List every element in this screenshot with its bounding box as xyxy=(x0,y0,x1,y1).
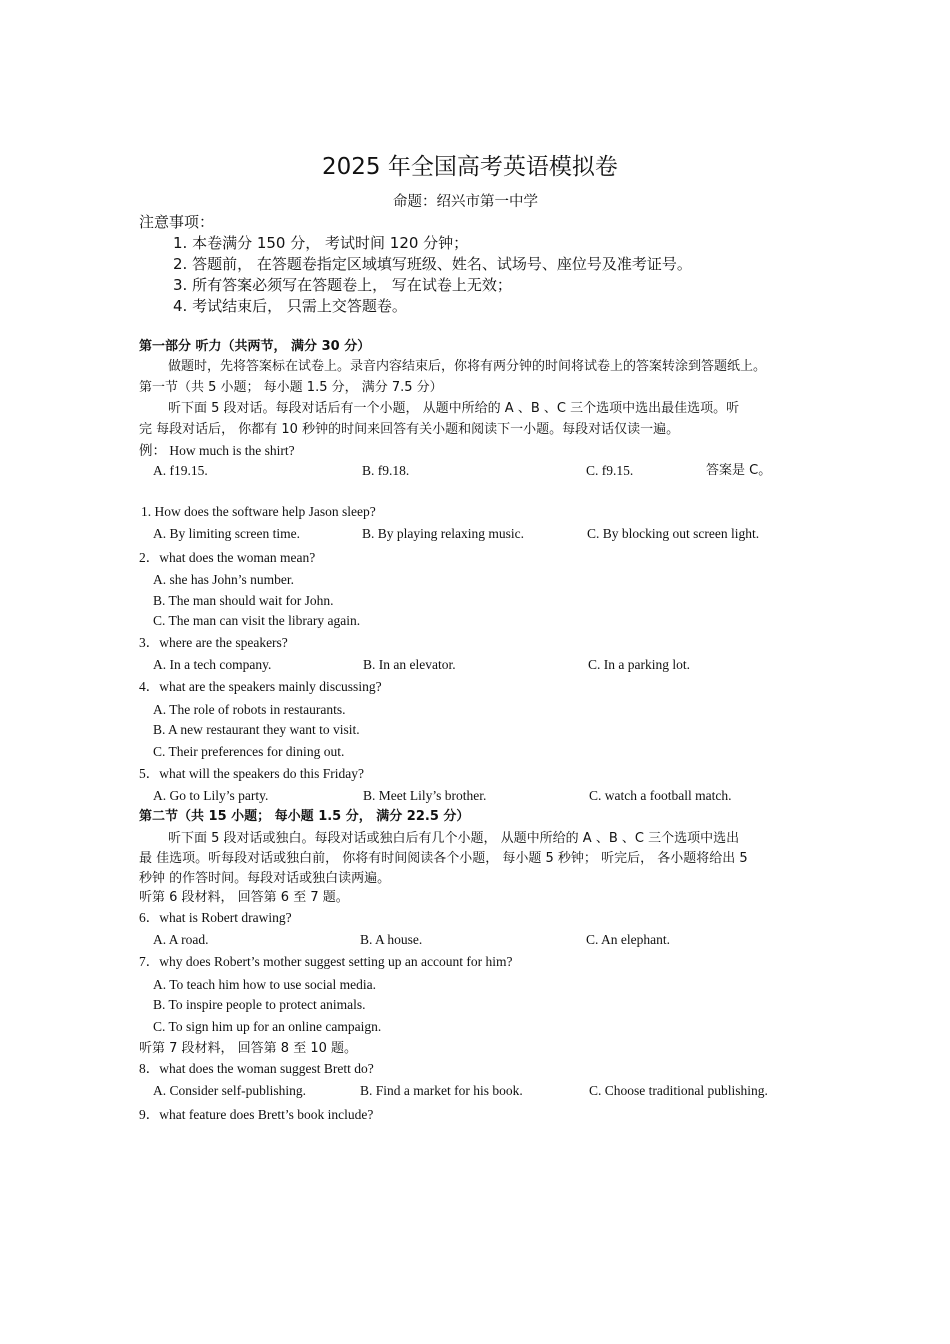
q3-option-a: A. In a tech company. xyxy=(153,657,272,672)
q3-option-b: B. In an elevator. xyxy=(363,657,456,672)
question-4: 4．what are the speakers mainly discussing? xyxy=(139,679,382,694)
question-3: 3．where are the speakers? xyxy=(139,635,288,650)
notice-item-3: 3. 所有答案必须写在答题卷上， 写在试卷上无效； xyxy=(173,276,512,294)
q7-option-a: A. To teach him how to use social media. xyxy=(153,977,377,992)
q5-option-a: A. Go to Lily’s party. xyxy=(153,788,269,803)
q2-option-c: C. The man can visit the library again. xyxy=(153,613,361,628)
section2-instruction-line3: 秒钟 的作答时间。每段对话或独白读两遍。 xyxy=(139,871,391,886)
example-option-b: B. f9.18. xyxy=(362,463,410,478)
part1-heading: 第一部分 听力（共两节， 满分 30 分） xyxy=(139,339,371,354)
question-2: 2．what does the woman mean? xyxy=(139,550,316,565)
notice-heading: 注意事项： xyxy=(139,213,215,231)
question-7: 7．why does Robert’s mother suggest setting up an account for him? xyxy=(139,954,513,969)
q7-option-b: B. To inspire people to protect animals. xyxy=(153,997,366,1012)
question-6: 6．what is Robert drawing? xyxy=(139,910,292,925)
q1-option-a: A. By limiting screen time. xyxy=(153,526,300,541)
section1-heading: 第一节（共 5 小题； 每小题 1.5 分， 满分 7.5 分） xyxy=(139,380,443,395)
q3-option-c: C. In a parking lot. xyxy=(588,657,690,672)
section1-instruction-line1: 听下面 5 段对话。每段对话后有一个小题， 从题中所给的 A 、B 、C 三个选项中选出最佳选项。听 xyxy=(168,401,740,416)
q2-option-b: B. The man should wait for John. xyxy=(153,593,334,608)
question-8: 8．what does the woman suggest Brett do? xyxy=(139,1061,374,1076)
notice-item-2: 2. 答题前， 在答题卷指定区域填写班级、姓名、试场号、座位号及准考证号。 xyxy=(173,255,692,273)
question-5: 5．what will the speakers do this Friday? xyxy=(139,766,364,781)
q4-option-a: A. The role of robots in restaurants. xyxy=(153,702,346,717)
example-option-a: A. f19.15. xyxy=(153,463,208,478)
q6-option-a: A. A road. xyxy=(153,932,209,947)
notice-item-1: 1. 本卷满分 150 分， 考试时间 120 分钟； xyxy=(173,234,469,252)
question-1: 1. How does the software help Jason sleep? xyxy=(141,504,376,519)
exam-author: 命题：绍兴市第一中学 xyxy=(393,194,538,210)
material-7-instruction: 听第 7 段材料， 回答第 8 至 10 题。 xyxy=(139,1041,358,1056)
material-6-instruction: 听第 6 段材料， 回答第 6 至 7 题。 xyxy=(139,890,349,905)
q5-option-c: C. watch a football match. xyxy=(589,788,732,803)
example-answer: 答案是 C。 xyxy=(706,463,772,478)
question-9: 9．what feature does Brett’s book include? xyxy=(139,1107,374,1122)
q8-option-a: A. Consider self-publishing. xyxy=(153,1083,306,1098)
q7-option-c: C. To sign him up for an online campaign. xyxy=(153,1019,382,1034)
section2-instruction-line1: 听下面 5 段对话或独白。每段对话或独白后有几个小题， 从题中所给的 A 、B 、C 三个选项中选出 xyxy=(168,831,740,846)
section1-instruction-line2: 完 每段对话后， 你都有 10 秒钟的时间来回答有关小题和阅读下一小题。每段对话仅读一遍。 xyxy=(139,422,680,437)
q8-option-c: C. Choose traditional publishing. xyxy=(589,1083,768,1098)
q8-option-b: B. Find a market for his book. xyxy=(360,1083,523,1098)
q4-option-b: B. A new restaurant they want to visit. xyxy=(153,722,360,737)
q1-option-c: C. By blocking out screen light. xyxy=(587,526,760,541)
example-option-c: C. f9.15. xyxy=(586,463,634,478)
section2-instruction-line2: 最 佳选项。听每段对话或独白前， 你将有时间阅读各个小题， 每小题 5 秒钟； 听完后， 各小题将给出 5 xyxy=(139,851,748,866)
q1-option-b: B. By playing relaxing music. xyxy=(362,526,524,541)
q6-option-b: B. A house. xyxy=(360,932,423,947)
q2-option-a: A. she has John’s number. xyxy=(153,572,294,587)
q5-option-b: B. Meet Lily’s brother. xyxy=(363,788,487,803)
example-question: 例： How much is the shirt? xyxy=(139,443,295,458)
section2-heading: 第二节（共 15 小题； 每小题 1.5 分， 满分 22.5 分） xyxy=(139,809,470,824)
page-title: 2025 年全国高考英语模拟卷 xyxy=(322,154,618,180)
q4-option-c: C. Their preferences for dining out. xyxy=(153,744,345,759)
q6-option-c: C. An elephant. xyxy=(586,932,670,947)
part1-instruction: 做题时，先将答案标在试卷上。录音内容结束后，你将有两分钟的时间将试卷上的答案转涂到答题纸上。 xyxy=(168,359,767,374)
notice-item-4: 4. 考试结束后， 只需上交答题卷。 xyxy=(173,297,407,315)
